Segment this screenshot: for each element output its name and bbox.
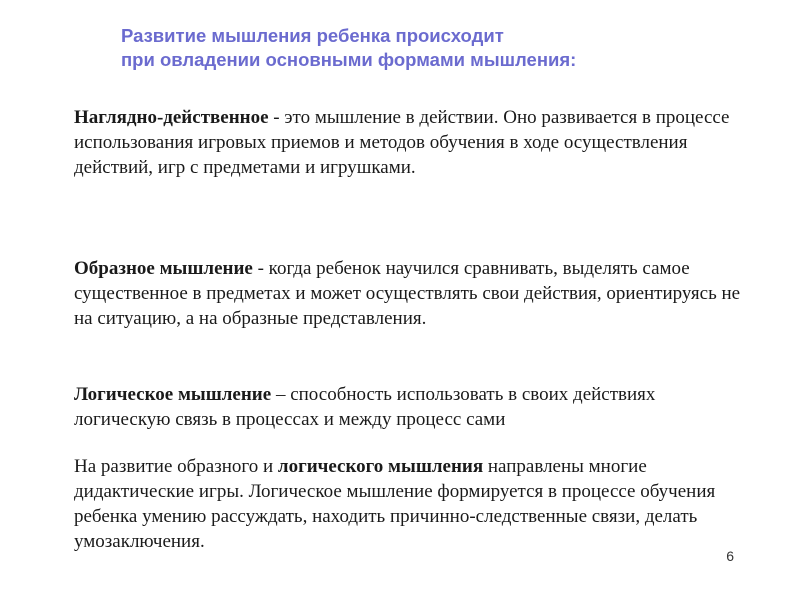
slide-title	[121, 24, 681, 72]
term-logical: Логическое мышление	[74, 384, 272, 405]
term-visual-action: Наглядно-действенное	[74, 107, 269, 128]
title-line-2: при овладении основными формами мышления:	[121, 49, 577, 70]
paragraph-text: направлены многие дидактические игры. Логическое мышление формируется в процессе обучения ребенка умению рассуждать, находить причинно-следственные связи, делать умозаключения.	[74, 456, 716, 552]
term-imaginative: Образное мышление	[74, 258, 253, 279]
paragraph-logical-thinking	[74, 382, 754, 432]
title-line-1: Развитие мышления ребенка происходит	[121, 25, 504, 46]
paragraph-text: - когда ребенок научился сравнивать, выделять самое существенное в предметах и может осуществлять свои действия, ориентируясь не на ситуацию, а на образные представления.	[74, 258, 741, 329]
page-number: 6	[726, 548, 734, 564]
paragraph-didactic-games	[74, 454, 754, 554]
paragraph-text: – способность использовать в своих действиях логическую связь в процессах и между процесс сами	[74, 384, 656, 430]
paragraph-visual-action-thinking	[74, 105, 754, 180]
term-logical-thinking: логического мышления	[277, 456, 484, 477]
paragraph-text: - это мышление в действии. Оно развивается в процессе использования игровых приемов и методов обучения в ходе осуществления действий, игр с предметами и игрушками.	[74, 107, 730, 178]
paragraph-text: На развитие образного и	[74, 456, 278, 477]
paragraph-imaginative-thinking	[74, 256, 754, 331]
